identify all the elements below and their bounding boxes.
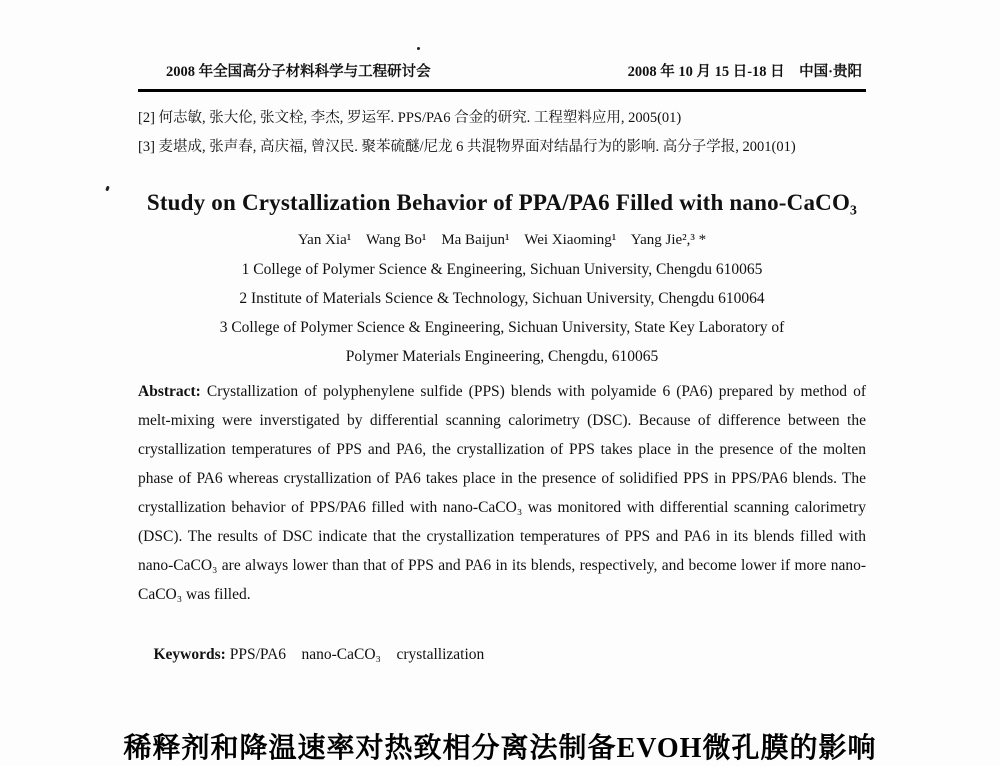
affiliation-line-3: 3 College of Polymer Science & Engineering, Sichuan University, State Key Laboratory of — [219, 319, 785, 336]
abstract-paragraph — [138, 377, 866, 609]
next-article-title-cutoff: 稀释剂和降温速率对热致相分离法制备EVOH微孔膜的影响 — [123, 733, 877, 764]
affiliation-line-2: 2 Institute of Materials Science & Technology, Sichuan University, Chengdu 610064 — [239, 290, 765, 307]
conference-name: 2008 年全国高分子材料科学与工程研讨会 — [166, 64, 431, 80]
affiliation-line-4: Polymer Materials Engineering, Chengdu, 610065 — [345, 348, 659, 365]
page-header — [138, 60, 866, 92]
reference-list — [138, 104, 866, 162]
conference-date-location: 2008 年 10 月 15 日-18 日 中国·贵阳 — [627, 64, 862, 80]
reference-item-3: [3] 麦堪成, 张声春, 高庆福, 曾汉民. 聚苯硫醚/尼龙 6 共混物界面对结晶行为的影响. 高分子学报, 2001(01) — [138, 139, 796, 155]
article-title: Study on Crystallization Behavior of PPA/PA6 Filled with nano-CaCO₃ — [146, 190, 858, 215]
affiliation-list — [138, 255, 866, 371]
abstract-label: Abstract: — [138, 383, 201, 400]
keywords-text: PPS/PA6 nano-CaCO₃ crystallization — [225, 646, 485, 663]
keywords-line — [138, 611, 866, 698]
scanned-page — [138, 60, 866, 698]
reference-item-2: [2] 何志敏, 张大伦, 张文栓, 李杰, 罗运军. PPS/PA6 合金的研究. 工程塑料应用, 2005(01) — [138, 110, 682, 126]
scan-speck-left — [105, 186, 110, 192]
author-list: Yan Xia¹ Wang Bo¹ Ma Baijun¹ Wei Xiaoming¹ Yang Jie²,³ * — [297, 232, 707, 248]
keywords-label: Keywords: — [153, 646, 226, 663]
scan-speck-top — [417, 47, 420, 50]
affiliation-line-1: 1 College of Polymer Science & Engineering, Sichuan University, Chengdu 610065 — [241, 261, 763, 278]
abstract-text: Crystallization of polyphenylene sulfide (PPS) blends with polyamide 6 (PA6) prepared by method of melt-mixing were inverstigated by differential scanning calorimetry (DSC). Because of difference between the crystallization temperatures of PPS and PA6, the crystallization of PPS takes place in the presence of the molten phase of PA6 whereas crystallization of PA6 takes place in the presence of solidified PPS in PPS/PA6 blends. The crystallization behavior of PPS/PA6 filled with nano-CaCO₃ was monitored with differential scanning calorimetry (DSC). The results of DSC indicate that the crystallization temperatures of PPS and PA6 in its blends filled with nano-CaCO₃ are always lower than that of PPS and PA6 in its blends, respectively, and become lower if more nano-CaCO₃ was filled. — [138, 383, 866, 603]
